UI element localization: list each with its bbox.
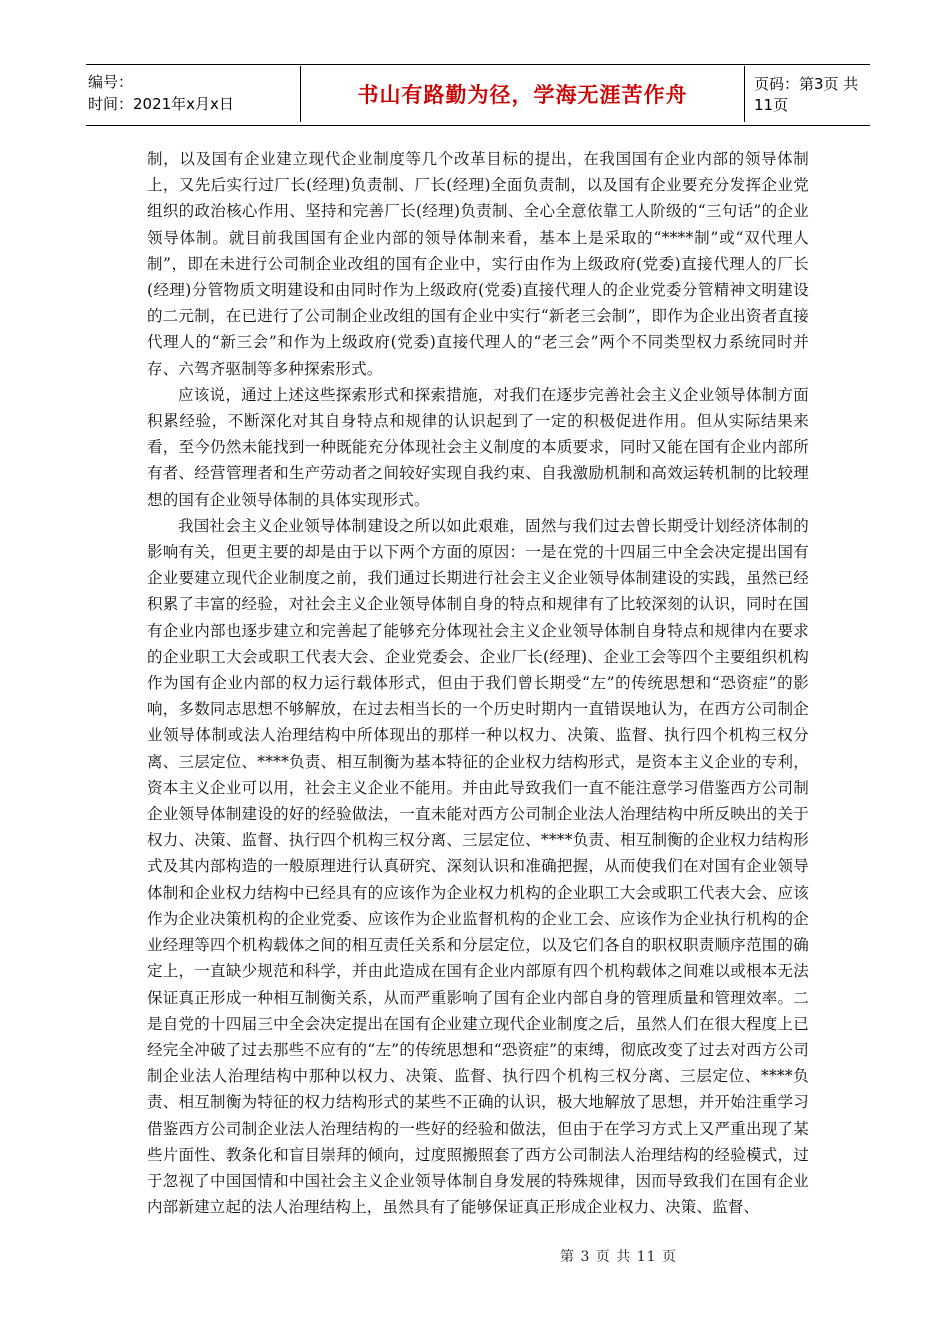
document-body bbox=[147, 146, 809, 1220]
doc-number-label: 编号： bbox=[88, 73, 134, 91]
page-footer: 第 3 页 共 11 页 bbox=[560, 1249, 677, 1265]
paragraph-3: 我国社会主义企业领导体制建设之所以如此艰难，固然与我们过去曾长期受计划经济体制的影响有关，但更主要的却是由于以下两个方面的原因：一是在党的十四届三中全会决定提出国有企业要建立现代企业制度之前，我们通过长期进行社会主义企业领导体制建设的实践，虽然已经积累了丰富的经验，对社会主义企业领导体制自身的特点和规律有了比较深刻的认识，同时在国有企业内部也逐步建立和完善起了能够充分体现社会主义企业领导体制自身特点和规律内在要求的企业职工大会或职工代表大会、企业党委会、企业厂长(经理)、企业工会等四个主要组织机构作为国有企业内部的权力运行载体形式，但由于我们曾长期受“左”的传统思想和“恐资症”的影响，多数同志思想不够解放，在过去相当长的一个历史时期内一直错误地认为，在西方公司制企业领导体制或法人治理结构中所体现出的那样一种以权力、决策、监督、执行四个机构三权分离、三层定位、****负责、相互制衡为基本特征的企业权力结构形式，是资本主义企业的专利，资本主义企业可以用，社会主义企业不能用。并由此导致我们一直不能注意学习借鉴西方公司制企业领导体制建设的好的经验做法，一直未能对西方公司制企业法人治理结构中所反映出的关于权力、决策、监督、执行四个机构三权分离、三层定位、****负责、相互制衡的企业权力结构形式及其内部构造的一般原理进行认真研究、深刻认识和准确把握，从而使我们在对国有企业领导体制和企业权力结构中已经具有的应该作为企业权力机构的企业职工大会或职工代表大会、应该作为企业决策机构的企业党委、应该作为企业监督机构的企业工会、应该作为企业执行机构的企业经理等四个机构载体之间的相互责任关系和分层定位，以及它们各自的职权职责顺序范围的确定上，一直缺少规范和科学，并由此造成在国有企业内部原有四个机构载体之间难以或根本无法保证真正形成一种相互制衡关系，从而严重影响了国有企业内部自身的管理质量和管理效率。二是自党的十四届三中全会决定提出在国有企业建立现代企业制度之后，虽然人们在很大程度上已经完全冲破了过去那些不应有的“左”的传统思想和“恐资症”的束缚，彻底改变了过去对西方公司制企业法人治理结构中那种以权力、决策、监督、执行四个机构三权分离、三层定位、****负责、相互制衡为特征的权力结构形式的某些不正确的认识，极大地解放了思想，并开始注重学习借鉴西方公司制企业法人治理结构的一些好的经验和做法，但由于在学习方式上又严重出现了某些片面性、教条化和盲目崇拜的倾向，过度照搬照套了西方公司制法人治理结构的经验模式，过于忽视了中国国情和中国社会主义企业领导体制自身发展的特殊规律，因而导致我们在国有企业内部新建立起的法人治理结构上，虽然具有了能够保证真正形成企业权力、决策、监督、 bbox=[147, 516, 809, 1217]
paragraph-2: 应该说，通过上述这些探索形式和探索措施，对我们在逐步完善社会主义企业领导体制方面积累经验，不断深化对其自身特点和规律的认识起到了一定的积极促进作用。但从实际结果来看，至今仍然未能找到一种既能充分体现社会主义制度的本质要求，同时又能在国有企业内部所有者、经营管理者和生产劳动者之间较好实现自我约束、自我激励机制和高效运转机制的比较理想的国有企业领导体制的具体实现形式。 bbox=[147, 385, 809, 509]
time-label: 时间：2021年x月x日 bbox=[88, 95, 234, 113]
page-header bbox=[86, 64, 870, 126]
header-page-info: 页码：第3页 共11页 bbox=[754, 75, 859, 114]
header-meta bbox=[88, 71, 234, 115]
header-slogan: 书山有路勤为径，学海无涯苦作舟 bbox=[300, 66, 745, 122]
paragraph-1: 制，以及国有企业建立现代企业制度等几个改革目标的提出，在我国国有企业内部的领导体制上，又先后实行过厂长(经理)负责制、厂长(经理)全面负责制，以及国有企业要充分发挥企业党组织的政治核心作用、坚持和完善厂长(经理)负责制、全心全意依靠工人阶级的“三句话”的企业领导体制。就目前我国国有企业内部的领导体制来看，基本上是采取的“****制”或“双代理人制”，即在未进行公司制企业改组的国有企业中，实行由作为上级政府(党委)直接代理人的厂长(经理)分管物质文明建设和由同时作为上级政府(党委)直接代理人的企业党委分管精神文明建设的二元制，在已进行了公司制企业改组的国有企业中实行“新老三会制”，即作为企业出资者直接代理人的“新三会”和作为上级政府(党委)直接代理人的“老三会”两个不同类型权力系统同时并存、六驾齐驱制等多种探索形式。 bbox=[147, 150, 809, 378]
